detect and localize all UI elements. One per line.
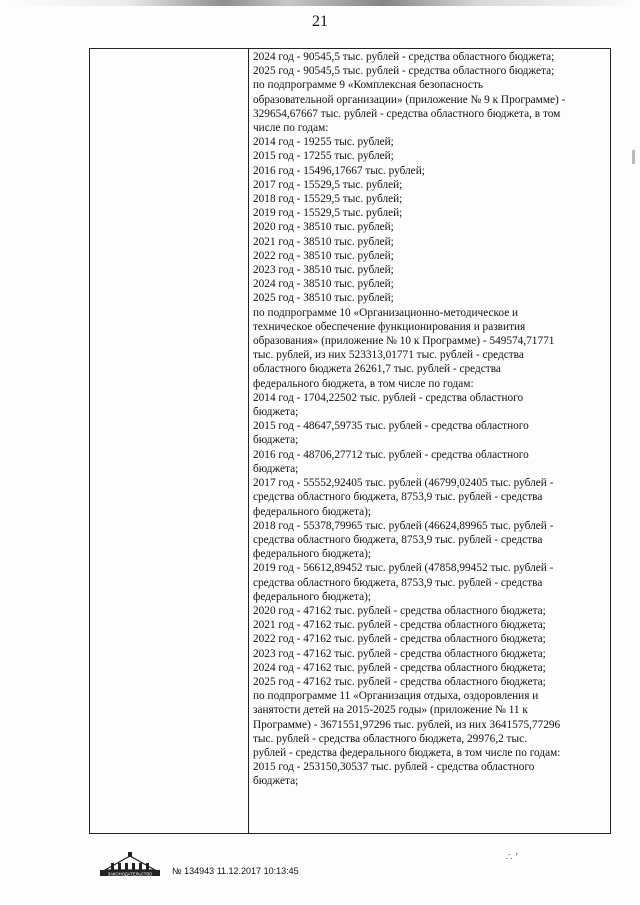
- text-line: тыс. рублей, из них 523313,01771 тыс. рублей - средства: [253, 349, 524, 362]
- page-number: 21: [312, 13, 328, 30]
- text-line: 2023 год - 47162 тыс. рублей - средства областного бюджета;: [253, 647, 546, 660]
- text-line: 2024 год - 38510 тыс. рублей;: [253, 278, 394, 291]
- text-line: областного бюджета 26261,7 тыс. рублей - средства: [253, 363, 501, 376]
- text-line: по подпрограмме 10 «Организационно-методическое и: [253, 306, 519, 319]
- text-line: 2018 год - 15529,5 тыс. рублей;: [253, 193, 403, 206]
- table-column-divider: [248, 49, 249, 833]
- text-line: занятости детей на 2015-2025 годы» (приложение № 11 к: [253, 704, 528, 717]
- text-line: 2020 год - 38510 тыс. рублей;: [253, 221, 394, 234]
- text-line: 2015 год - 253150,30537 тыс. рублей - средства областного: [253, 761, 535, 774]
- text-line: 2019 год - 15529,5 тыс. рублей;: [253, 207, 403, 220]
- document-id: № 134943 11.12.2017 10:13:45: [172, 866, 299, 876]
- scan-mark: ∴ ʼ: [506, 852, 519, 863]
- text-line: федерального бюджета);: [253, 590, 372, 603]
- text-line: 2014 год - 19255 тыс. рублей;: [253, 136, 394, 149]
- text-line: 2025 год - 90545,5 тыс. рублей - средства областного бюджета;: [253, 65, 555, 78]
- text-line: средства областного бюджета, 8753,9 тыс. рублей - средства: [253, 576, 543, 589]
- text-line: 2022 год - 38510 тыс. рублей;: [253, 249, 394, 262]
- text-line: 2025 год - 47162 тыс. рублей - средства областного бюджета;: [253, 675, 546, 688]
- text-line: бюджета;: [253, 406, 299, 419]
- text-line: средства областного бюджета, 8753,9 тыс. рублей - средства: [253, 491, 543, 504]
- text-line: бюджета;: [253, 434, 299, 447]
- text-line: 2016 год - 15496,17667 тыс. рублей;: [253, 164, 425, 177]
- text-line: тыс. рублей - средства областного бюджета, 29976,2 тыс.: [253, 732, 527, 745]
- text-line: 2023 год - 38510 тыс. рублей;: [253, 264, 394, 277]
- text-line: 2014 год - 1704,22502 тыс. рублей - средства областного: [253, 391, 524, 404]
- text-line: федерального бюджета, в том числе по годам:: [253, 377, 474, 390]
- table-cell-text: [253, 50, 608, 789]
- scan-edge-mark: [632, 150, 635, 164]
- text-line: 2017 год - 15529,5 тыс. рублей;: [253, 178, 403, 191]
- text-line: 2015 год - 17255 тыс. рублей;: [253, 150, 394, 163]
- text-line: 2022 год - 47162 тыс. рублей - средства областного бюджета;: [253, 633, 546, 646]
- text-line: 2024 год - 90545,5 тыс. рублей - средства областного бюджета;: [253, 51, 555, 63]
- text-line: 2020 год - 47162 тыс. рублей - средства областного бюджета;: [253, 604, 546, 617]
- logo-text: ЗАКОНОДАТЕЛЬСТВО: [107, 871, 153, 877]
- scan-edge-streak: [0, 0, 640, 6]
- text-line: образования» (приложение № 10 к Программе) - 549574,71771: [253, 335, 555, 348]
- text-line: 2024 год - 47162 тыс. рублей - средства областного бюджета;: [253, 661, 546, 674]
- text-line: 2017 год - 55552,92405 тыс. рублей (46799,02405 тыс. рублей -: [253, 477, 554, 490]
- text-line: 2015 год - 48647,59735 тыс. рублей - средства областного: [253, 420, 529, 433]
- text-line: бюджета;: [253, 462, 299, 475]
- document-table: [89, 48, 611, 834]
- text-line: 2019 год - 56612,89452 тыс. рублей (47858,99452 тыс. рублей -: [253, 562, 554, 575]
- text-line: 2021 год - 38510 тыс. рублей;: [253, 235, 394, 248]
- text-line: федерального бюджета);: [253, 548, 372, 561]
- text-line: числе по годам:: [253, 122, 329, 135]
- text-line: 329654,67667 тыс. рублей - средства областного бюджета, в том: [253, 107, 561, 120]
- text-line: бюджета;: [253, 775, 299, 788]
- building-logo-icon: [99, 851, 161, 877]
- text-line: средства областного бюджета, 8753,9 тыс. рублей - средства: [253, 533, 543, 546]
- text-line: 2021 год - 47162 тыс. рублей - средства областного бюджета;: [253, 619, 546, 632]
- text-line: по подпрограмме 9 «Комплексная безопасность: [253, 79, 484, 92]
- text-line: федерального бюджета);: [253, 505, 372, 518]
- text-line: техническое обеспечение функционирования и развития: [253, 320, 526, 333]
- text-line: 2018 год - 55378,79965 тыс. рублей (46624,89965 тыс. рублей -: [253, 519, 554, 532]
- text-line: рублей - средства федерального бюджета, в том числе по годам:: [253, 746, 561, 759]
- text-line: 2016 год - 48706,27712 тыс. рублей - средства областного: [253, 448, 529, 461]
- text-line: образовательной организации» (приложение № 9 к Программе) -: [253, 93, 566, 106]
- text-line: 2025 год - 38510 тыс. рублей;: [253, 292, 394, 305]
- text-line: по подпрограмме 11 «Организация отдыха, оздоровления и: [253, 690, 539, 703]
- text-line: Программе) - 3671551,97296 тыс. рублей, из них 3641575,77296: [253, 718, 561, 731]
